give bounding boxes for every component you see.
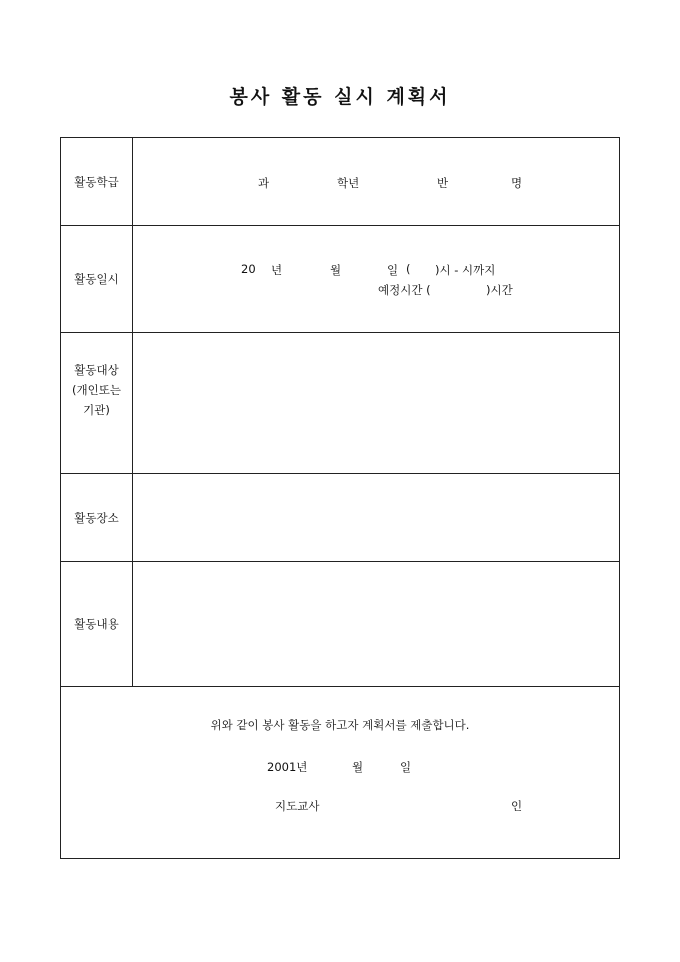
statement-text: 위와 같이 봉사 활동을 하고자 계획서를 제출합니다. (210, 718, 470, 732)
row-target (61, 332, 619, 473)
place-label: 활동장소 (61, 474, 133, 561)
target-label-line3: 기관) (83, 403, 110, 417)
target-label (61, 333, 133, 473)
footer-section (61, 686, 619, 860)
datetime-month-text: 월 (330, 263, 342, 277)
planned-label-text: 예정시간 ( (378, 283, 431, 297)
datetime-label: 활동일시 (61, 226, 133, 332)
planned-close-text: )시간 (486, 283, 513, 297)
content-label: 활동내용 (61, 562, 133, 686)
grade-label: 활동학급 (61, 138, 133, 225)
target-field[interactable] (133, 333, 619, 473)
row-datetime (61, 225, 619, 332)
content-field[interactable] (133, 562, 619, 686)
row-place (61, 473, 619, 561)
plan-form (60, 137, 620, 859)
place-field[interactable] (133, 474, 619, 561)
year-text: 학년 (337, 176, 360, 190)
time-range-text: )시 - 시까지 (435, 263, 496, 277)
datetime-year-text: 년 (271, 263, 283, 277)
time-open-text: ( (406, 262, 411, 276)
target-label-line2: (개인또는 (72, 383, 121, 397)
seal-text: 인 (511, 799, 523, 813)
page-title: 봉사 활동 실시 계획서 (229, 86, 451, 108)
class-text: 반 (437, 176, 449, 190)
footer-year-text: 2001년 (267, 760, 308, 774)
row-content (61, 561, 619, 686)
footer-month-text: 월 (352, 760, 364, 774)
teacher-label: 지도교사 (275, 799, 320, 813)
dept-text: 과 (258, 176, 270, 190)
year-prefix-text: 20 (241, 262, 256, 276)
row-grade (61, 138, 619, 225)
datetime-day-text: 일 (387, 263, 399, 277)
footer-day-text: 일 (400, 760, 412, 774)
grade-field[interactable] (133, 138, 619, 225)
datetime-field[interactable] (133, 226, 619, 332)
target-label-line1: 활동대상 (74, 363, 119, 377)
people-text: 명 (511, 176, 523, 190)
